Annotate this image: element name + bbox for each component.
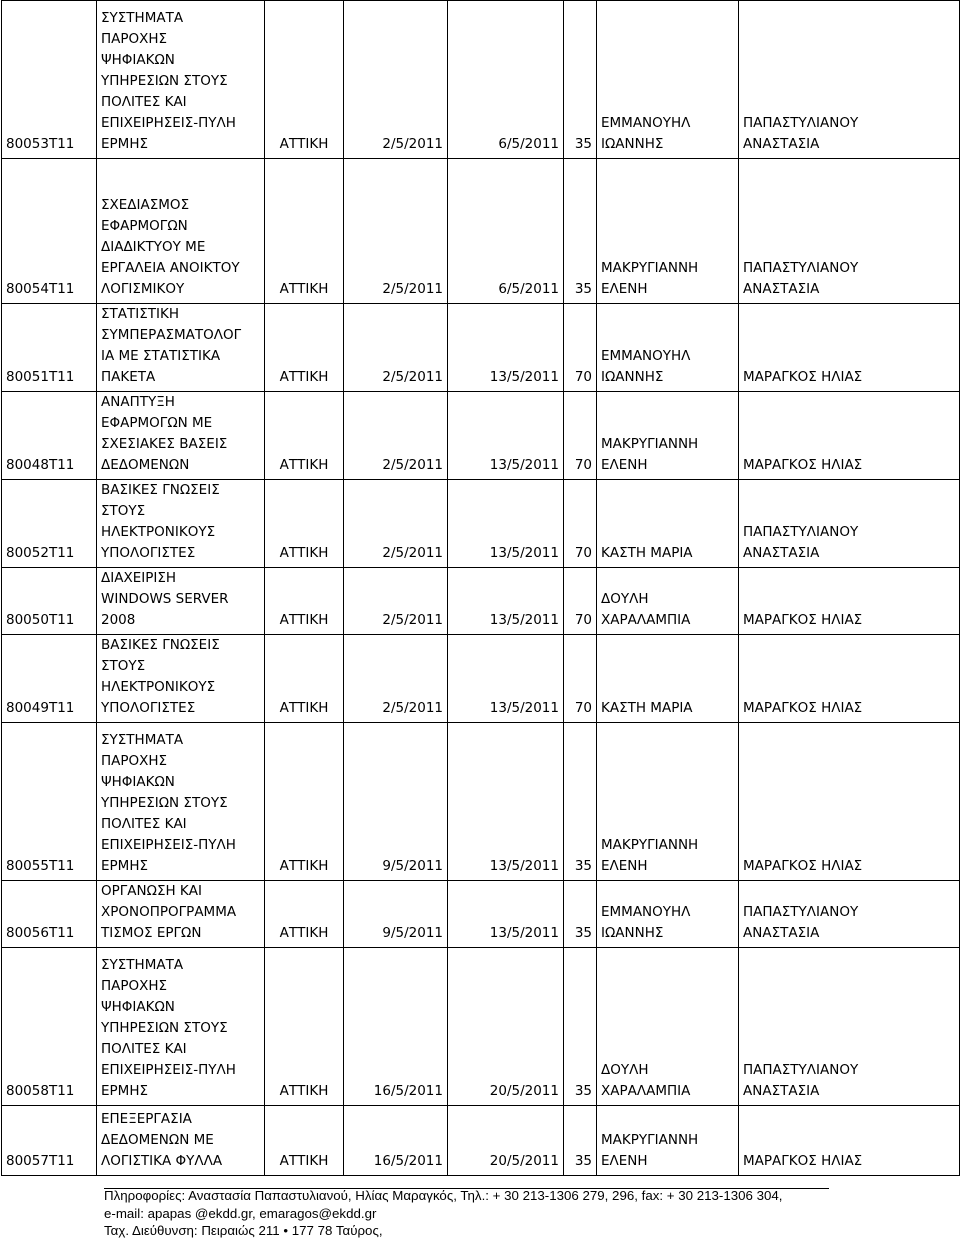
start-date-cell: 2/5/2011 [344,392,448,480]
program-title-cell: ΣΥΣΤΗΜΑΤΑ ΠΑΡΟΧΗΣ ΨΗΦΙΑΚΩΝ ΥΠΗΡΕΣΙΩΝ ΣΤΟΥΣ ΠΟΛΙΤΕΣ ΚΑΙ ΕΠΙΧΕΙΡΗΣΕΙΣ-ΠΥΛΗ ΕΡΜΗΣ [97,723,265,881]
hours-cell: 35 [564,881,597,948]
manager-cell: ΜΑΡΑΓΚΟΣ ΗΛΙΑΣ [739,635,960,723]
trainer-cell: ΜΑΚΡΥΓΙΑΝΝΗ ΕΛΕΝΗ [597,1106,739,1176]
program-title-cell: ΒΑΣΙΚΕΣ ΓΝΩΣΕΙΣ ΣΤΟΥΣ ΗΛΕΚΤΡΟΝΙΚΟΥΣ ΥΠΟΛΟΓΙΣΤΕΣ [97,480,265,568]
manager-cell: ΠΑΠΑΣΤΥΛΙΑΝΟΥ ΑΝΑΣΤΑΣΙΑ [739,480,960,568]
trainer-cell: ΜΑΚΡΥΓΙΑΝΝΗ ΕΛΕΝΗ [597,159,739,304]
trainer-cell: ΕΜΜΑΝΟΥΗΛ ΙΩΑΝΝΗΣ [597,304,739,392]
course-code-cell: 80048T11 [2,392,97,480]
program-title-cell: ΣΥΣΤΗΜΑΤΑ ΠΑΡΟΧΗΣ ΨΗΦΙΑΚΩΝ ΥΠΗΡΕΣΙΩΝ ΣΤΟΥΣ ΠΟΛΙΤΕΣ ΚΑΙ ΕΠΙΧΕΙΡΗΣΕΙΣ-ΠΥΛΗ ΕΡΜΗΣ [97,948,265,1106]
hours-cell: 70 [564,568,597,635]
course-code-cell: 80049T11 [2,635,97,723]
end-date-cell: 13/5/2011 [448,304,564,392]
seminar-schedule-table [1,0,960,1176]
end-date-cell: 13/5/2011 [448,881,564,948]
table-row [2,948,960,1106]
region-cell: ΑΤΤΙΚΗ [265,948,344,1106]
start-date-cell: 16/5/2011 [344,1106,448,1176]
region-cell: ΑΤΤΙΚΗ [265,304,344,392]
hours-cell: 35 [564,159,597,304]
footer-address-line: Ταχ. Διεύθυνση: Πειραιώς 211 • 177 78 Ταύρος, [104,1223,383,1238]
table-row [2,568,960,635]
course-code-cell: 80050T11 [2,568,97,635]
course-code-cell: 80055T11 [2,723,97,881]
table-row [2,635,960,723]
footer-divider [104,1188,829,1189]
program-title-cell: ΕΠΕΞΕΡΓΑΣΙΑ ΔΕΔΟΜΕΝΩΝ ΜΕ ΛΟΓΙΣΤΙΚΑ ΦΥΛΛΑ [97,1106,265,1176]
trainer-cell: ΜΑΚΡΥΓΙΑΝΝΗ ΕΛΕΝΗ [597,392,739,480]
table-row [2,392,960,480]
end-date-cell: 13/5/2011 [448,568,564,635]
footer-contact-line: Πληροφορίες: Αναστασία Παπαστυλιανού, Ηλίας Μαραγκός, Τηλ.: + 30 213-1306 279, 296, fax: + 30 213-1306 304, [104,1188,783,1203]
program-title-cell: ΑΝΑΠΤΥΞΗ ΕΦΑΡΜΟΓΩΝ ΜΕ ΣΧΕΣΙΑΚΕΣ ΒΑΣΕΙΣ ΔΕΔΟΜΕΝΩΝ [97,392,265,480]
start-date-cell: 2/5/2011 [344,568,448,635]
end-date-cell: 13/5/2011 [448,635,564,723]
contact-footer [104,1187,844,1240]
end-date-cell: 13/5/2011 [448,723,564,881]
course-code-cell: 80057T11 [2,1106,97,1176]
end-date-cell: 20/5/2011 [448,948,564,1106]
hours-cell: 35 [564,1106,597,1176]
table-row [2,1,960,159]
program-title-cell: ΣΥΣΤΗΜΑΤΑ ΠΑΡΟΧΗΣ ΨΗΦΙΑΚΩΝ ΥΠΗΡΕΣΙΩΝ ΣΤΟΥΣ ΠΟΛΙΤΕΣ ΚΑΙ ΕΠΙΧΕΙΡΗΣΕΙΣ-ΠΥΛΗ ΕΡΜΗΣ [97,1,265,159]
trainer-cell: ΔΟΥΛΗ ΧΑΡΑΛΑΜΠΙΑ [597,568,739,635]
table-row [2,304,960,392]
hours-cell: 35 [564,723,597,881]
manager-cell: ΜΑΡΑΓΚΟΣ ΗΛΙΑΣ [739,568,960,635]
start-date-cell: 9/5/2011 [344,723,448,881]
table-row [2,159,960,304]
end-date-cell: 13/5/2011 [448,392,564,480]
start-date-cell: 9/5/2011 [344,881,448,948]
trainer-cell: ΕΜΜΑΝΟΥΗΛ ΙΩΑΝΝΗΣ [597,1,739,159]
end-date-cell: 13/5/2011 [448,480,564,568]
program-title-cell: ΣΧΕΔΙΑΣΜΟΣ ΕΦΑΡΜΟΓΩΝ ΔΙΑΔΙΚΤΥΟΥ ΜΕ ΕΡΓΑΛΕΙΑ ΑΝΟΙΚΤΟΥ ΛΟΓΙΣΜΙΚΟΥ [97,159,265,304]
program-title-cell: ΒΑΣΙΚΕΣ ΓΝΩΣΕΙΣ ΣΤΟΥΣ ΗΛΕΚΤΡΟΝΙΚΟΥΣ ΥΠΟΛΟΓΙΣΤΕΣ [97,635,265,723]
region-cell: ΑΤΤΙΚΗ [265,1,344,159]
hours-cell: 35 [564,948,597,1106]
table-row [2,723,960,881]
course-code-cell: 80053T11 [2,1,97,159]
course-code-cell: 80051T11 [2,304,97,392]
manager-cell: ΠΑΠΑΣΤΥΛΙΑΝΟΥ ΑΝΑΣΤΑΣΙΑ [739,948,960,1106]
manager-cell: ΠΑΠΑΣΤΥΛΙΑΝΟΥ ΑΝΑΣΤΑΣΙΑ [739,1,960,159]
manager-cell: ΠΑΠΑΣΤΥΛΙΑΝΟΥ ΑΝΑΣΤΑΣΙΑ [739,159,960,304]
table-row [2,1106,960,1176]
course-code-cell: 80054T11 [2,159,97,304]
hours-cell: 70 [564,635,597,723]
hours-cell: 70 [564,304,597,392]
region-cell: ΑΤΤΙΚΗ [265,723,344,881]
program-title-cell: ΣΤΑΤΙΣΤΙΚΗ ΣΥΜΠΕΡΑΣΜΑΤΟΛΟΓ ΙΑ ΜΕ ΣΤΑΤΙΣΤΙΚΑ ΠΑΚΕΤΑ [97,304,265,392]
program-title-cell: ΔΙΑΧΕΙΡΙΣΗ WINDOWS SERVER 2008 [97,568,265,635]
region-cell: ΑΤΤΙΚΗ [265,881,344,948]
region-cell: ΑΤΤΙΚΗ [265,568,344,635]
start-date-cell: 2/5/2011 [344,635,448,723]
manager-cell: ΠΑΠΑΣΤΥΛΙΑΝΟΥ ΑΝΑΣΤΑΣΙΑ [739,881,960,948]
course-code-cell: 80056T11 [2,881,97,948]
start-date-cell: 16/5/2011 [344,948,448,1106]
course-code-cell: 80058T11 [2,948,97,1106]
footer-email-line: e-mail: apapas @ekdd.gr, emaragos@ekdd.gr [104,1205,377,1221]
trainer-cell: ΔΟΥΛΗ ΧΑΡΑΛΑΜΠΙΑ [597,948,739,1106]
end-date-cell: 20/5/2011 [448,1106,564,1176]
trainer-cell: ΕΜΜΑΝΟΥΗΛ ΙΩΑΝΝΗΣ [597,881,739,948]
end-date-cell: 6/5/2011 [448,1,564,159]
program-title-cell: ΟΡΓΑΝΩΣΗ ΚΑΙ ΧΡΟΝΟΠΡΟΓΡΑΜΜΑ ΤΙΣΜΟΣ ΕΡΓΩΝ [97,881,265,948]
trainer-cell: ΚΑΣΤΗ ΜΑΡΙΑ [597,635,739,723]
start-date-cell: 2/5/2011 [344,1,448,159]
region-cell: ΑΤΤΙΚΗ [265,480,344,568]
start-date-cell: 2/5/2011 [344,159,448,304]
hours-cell: 35 [564,1,597,159]
start-date-cell: 2/5/2011 [344,304,448,392]
course-code-cell: 80052T11 [2,480,97,568]
region-cell: ΑΤΤΙΚΗ [265,635,344,723]
table-row [2,480,960,568]
start-date-cell: 2/5/2011 [344,480,448,568]
trainer-cell: ΚΑΣΤΗ ΜΑΡΙΑ [597,480,739,568]
hours-cell: 70 [564,480,597,568]
region-cell: ΑΤΤΙΚΗ [265,1106,344,1176]
manager-cell: ΜΑΡΑΓΚΟΣ ΗΛΙΑΣ [739,1106,960,1176]
region-cell: ΑΤΤΙΚΗ [265,159,344,304]
trainer-cell: ΜΑΚΡΥΓΙΑΝΝΗ ΕΛΕΝΗ [597,723,739,881]
end-date-cell: 6/5/2011 [448,159,564,304]
table-body [2,1,960,1176]
hours-cell: 70 [564,392,597,480]
table-row [2,881,960,948]
region-cell: ΑΤΤΙΚΗ [265,392,344,480]
manager-cell: ΜΑΡΑΓΚΟΣ ΗΛΙΑΣ [739,392,960,480]
manager-cell: ΜΑΡΑΓΚΟΣ ΗΛΙΑΣ [739,723,960,881]
manager-cell: ΜΑΡΑΓΚΟΣ ΗΛΙΑΣ [739,304,960,392]
